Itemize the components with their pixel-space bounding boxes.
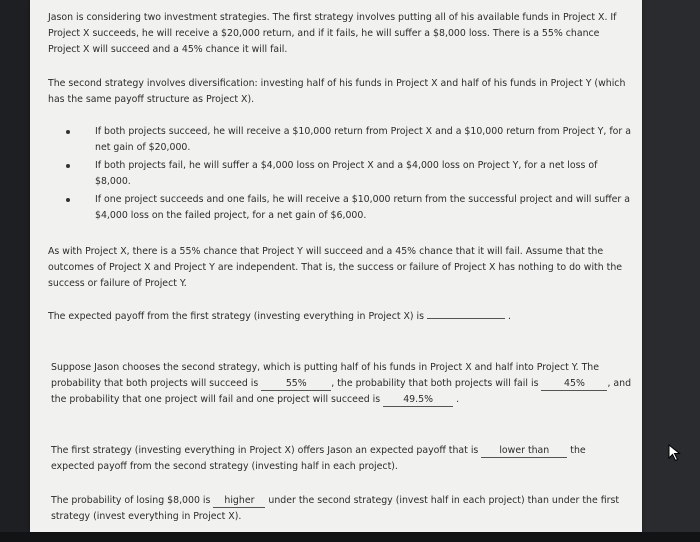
question-text: The probability of losing $8,000 is: [51, 495, 211, 506]
question-text: The first strategy (investing everything in Project X) offers Jason an expected payoff that is: [51, 445, 479, 456]
loss-probability-answer-dropdown[interactable]: higher: [213, 494, 265, 508]
list-item: [48, 192, 633, 224]
question-probabilities: [51, 360, 636, 408]
screen-bottom-band: [0, 532, 700, 542]
list-item: [48, 158, 633, 190]
independence-paragraph: As with Project X, there is a 55% chance that Project Y will succeed and a 45% chance that it will fail. Assume that the outcomes of Project X and Project Y are independent. That is, the success or failure of Project X has nothing to do with the success or failure of Project Y.: [48, 246, 623, 289]
question-expected-payoff: [48, 309, 633, 325]
compare-payoff-answer-dropdown[interactable]: lower than: [481, 444, 567, 458]
bullet-text: If both projects succeed, he will receive a $10,000 return from Project X and a $10,000 return from Project Y, for a net gain of $20,000.: [95, 126, 631, 153]
bullet-dot-icon: [66, 164, 70, 168]
intro-paragraph-2: The second strategy involves diversification: investing half of his funds in Project X and half of his funds in Project Y (which has the same payoff structure as Project X).: [48, 78, 626, 105]
one-fail-one-succeed-answer-dropdown[interactable]: 49.5%: [383, 393, 453, 407]
list-item: [48, 124, 633, 156]
bullet-text: If both projects fail, he will suffer a $4,000 loss on Project X and a $4,000 loss on Project Y, for a net loss of $8,000.: [95, 160, 598, 187]
question-text-end: .: [508, 311, 512, 322]
bullet-dot-icon: [66, 198, 70, 202]
question-text: Suppose Jason chooses the second strategy, which is putting half of his funds in Project X and half into Project Y. The probability that both projects will succeed is: [51, 362, 600, 389]
question-text: under the second strategy (invest half in each project) than under the first strategy (invest everything in Project X).: [51, 495, 620, 522]
bullet-dot-icon: [66, 130, 70, 134]
question-text: The expected payoff from the first strategy (investing everything in Project X) is: [48, 311, 425, 322]
scenario-bullet-list: [48, 124, 633, 226]
question-text: , the probability that both projects will fail is: [331, 378, 539, 389]
both-fail-answer-dropdown[interactable]: 45%: [541, 377, 607, 391]
both-succeed-answer-dropdown[interactable]: 55%: [261, 377, 331, 391]
question-loss-probability: [51, 493, 626, 525]
question-text: the expected payoff from the second strategy (investing half in each project).: [51, 445, 586, 472]
question-text: , and the probability that one project will fail and one project will succeed is: [51, 378, 632, 405]
expected-payoff-answer-dropdown[interactable]: [427, 318, 505, 319]
mouse-pointer-icon: [668, 444, 682, 462]
question-text-end: .: [456, 394, 460, 405]
intro-paragraph-1: Jason is considering two investment strategies. The first strategy involves putting all of his available funds in Project X. If Project X succeeds, he will receive a $20,000 return, and if it fails, he will suffer a $8,000 loss. There is a 55% chance Project X will succeed and a 45% chance it will fail.: [48, 12, 617, 55]
question-compare-payoff: [51, 443, 611, 475]
bullet-text: If one project succeeds and one fails, he will receive a $10,000 return from the successful project and will suffer a $4,000 loss on the failed project, for a net gain of $6,000.: [95, 194, 631, 221]
question-page: [30, 0, 642, 532]
